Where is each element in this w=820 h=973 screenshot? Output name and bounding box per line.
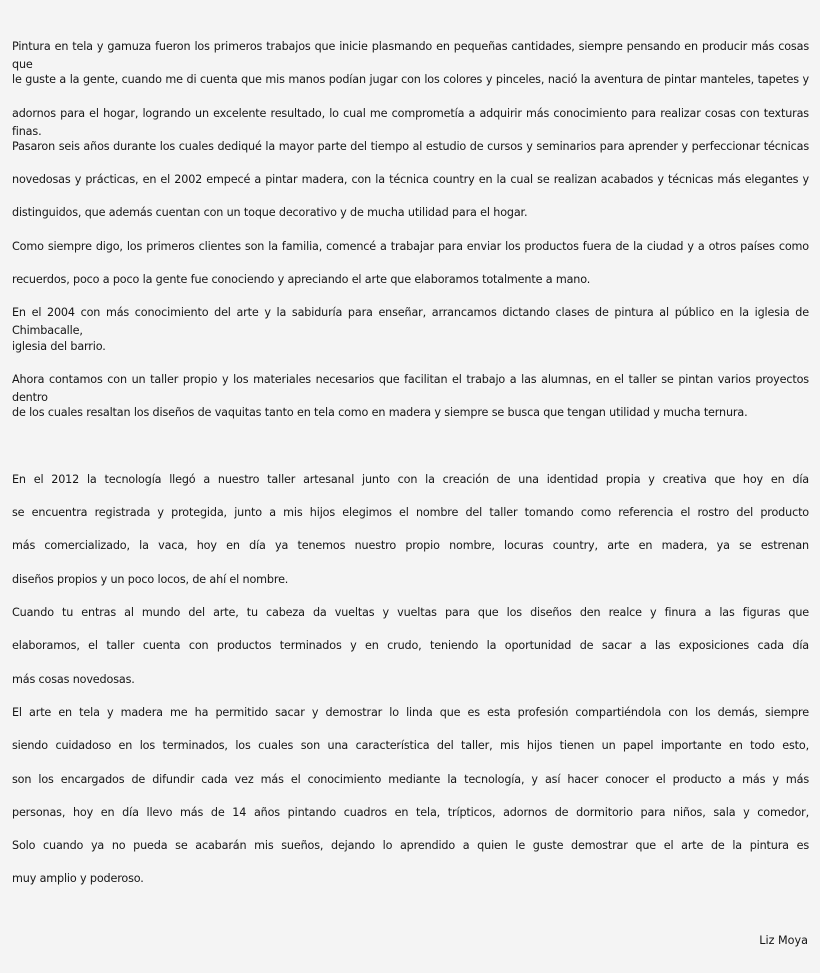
text-line: se encuentra registrada y protegida, junto a mis hijos elegimos el nombre del taller tomando como referencia el rostro del producto: [12, 506, 809, 520]
text-line: recuerdos, poco a poco la gente fue conociendo y apreciando el arte que elaboramos totalmente a mano.: [12, 273, 591, 287]
text-line: son los encargados de difundir cada vez más el conocimiento mediante la tecnología, y así hacer conocer el producto a más y más: [12, 772, 809, 786]
text-line: Cuando tu entras al mundo del arte, tu cabeza da vueltas y vueltas para que los diseños den realce y finura a las figuras que: [12, 606, 809, 620]
text-line: El arte en tela y madera me ha permitido sacar y demostrar lo linda que es esta profesión compartiéndola con los demás, siempre: [12, 705, 809, 719]
text-block-identity: [12, 471, 809, 904]
text-line: Ahora contamos con un taller propio y los materiales necesarios que facilitan el trabajo a las alumnas, en el taller se pintan varios proyectos dentro: [12, 372, 809, 404]
paragraph-gap: [12, 438, 809, 471]
text-block-history: [12, 38, 809, 438]
text-line: muy amplio y poderoso.: [12, 872, 144, 886]
document-body: [12, 38, 809, 904]
text-line: novedosas y prácticas, en el 2002 empecé a pintar madera, con la técnica country en la cual se realizan acabados y técnicas más elegantes y: [12, 173, 809, 187]
text-line: elaboramos, el taller cuenta con productos terminados y en crudo, teniendo la oportunidad de sacar a las exposiciones cada día: [12, 639, 809, 653]
text-line: Pintura en tela y gamuza fueron los primeros trabajos que inicie plasmando en pequeñas cantidades, siempre pensando en producir más cosas que: [12, 40, 809, 71]
text-line: le guste a la gente, cuando me di cuenta que mis manos podían jugar con los colores y pinceles, nació la aventura de pintar manteles, tapetes y: [12, 73, 809, 87]
text-line: Pasaron seis años durante los cuales dediqué la mayor parte del tiempo al estudio de cursos y seminarios para aprender y perfeccionar técnicas: [12, 139, 809, 153]
signature: Liz Moya: [759, 934, 808, 947]
text-line: personas, hoy en día llevo más de 14 años pintando cuadros en tela, trípticos, adornos de dormitorio para niños, sala y comedor,: [12, 805, 809, 819]
text-line: más cosas novedosas.: [12, 672, 135, 686]
text-line: diseños propios y un poco locos, de ahí el nombre.: [12, 572, 289, 586]
text-line: Solo cuando ya no pueda se acabarán mis sueños, dejando lo aprendido a quien le guste demostrar que el arte de la pintura es: [12, 839, 809, 853]
text-line: En el 2004 con más conocimiento del arte y la sabiduría para enseñar, arrancamos dictando clases de pintura al público en la iglesia de Chimbacalle,: [12, 306, 809, 338]
text-line: más comercializado, la vaca, hoy en día ya tenemos nuestro propio nombre, locuras country, arte en madera, ya se estrenan: [12, 539, 809, 553]
text-line: iglesia del barrio.: [12, 339, 106, 353]
text-line: Como siempre digo, los primeros clientes son la familia, comencé a trabajar para enviar los productos fuera de la ciudad y a otros países como: [12, 239, 809, 253]
text-line: siendo cuidadoso en los terminados, los cuales son una característica del taller, mis hijos tienen un papel importante en todo esto,: [12, 739, 809, 753]
text-line: En el 2012 la tecnología llegó a nuestro taller artesanal junto con la creación de una identidad propia y creativa que hoy en día: [12, 472, 809, 486]
text-line: adornos para el hogar, logrando un excelente resultado, lo cual me comprometía a adquirir más conocimiento para realizar cosas con texturas finas.: [12, 106, 809, 138]
text-line: distinguidos, que además cuentan con un toque decorativo y de mucha utilidad para el hogar.: [12, 206, 528, 220]
text-line: de los cuales resaltan los diseños de vaquitas tanto en tela como en madera y siempre se busca que tengan utilidad y mucha ternura.: [12, 406, 748, 420]
